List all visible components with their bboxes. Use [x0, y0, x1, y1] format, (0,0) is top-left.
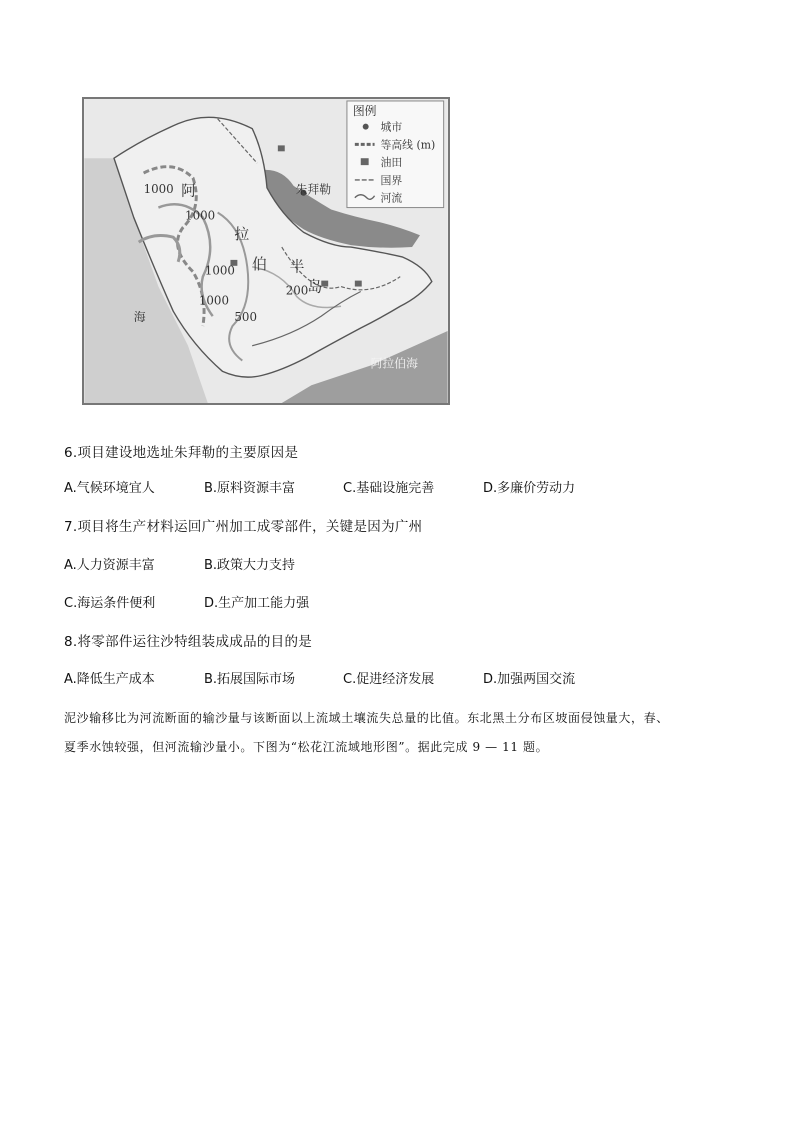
contour-label: 1000 [198, 293, 229, 308]
label-red-sea: 海 [133, 310, 146, 325]
passage-line: 泥沙输移比为河流断面的输沙量与该断面以上流域土壤流失总量的比值。东北黑土分布区坡面侵蚀量大，春、 [64, 711, 669, 725]
arabian-peninsula-map [82, 97, 450, 405]
oilfield-icon [278, 145, 285, 151]
label-a: 阿 [181, 182, 196, 200]
question-7-option-a[interactable]: A.人力资源丰富 [64, 558, 155, 573]
label-dao: 岛 [307, 278, 323, 296]
contour-label: 1000 [204, 263, 235, 278]
label-la: 拉 [234, 226, 250, 244]
question-6-option-d[interactable]: D.多廉价劳动力 [483, 481, 576, 496]
legend-label: 城市 [380, 120, 403, 134]
question-7-stem: 7.项目将生产材料运回广州加工成零部件，关键是因为广州 [64, 519, 423, 535]
question-8-option-c[interactable]: C.促进经济发展 [343, 672, 435, 687]
question-8-option-b[interactable]: B.拓展国际市场 [204, 672, 296, 687]
map-drawing [84, 99, 448, 403]
label-bo: 伯 [252, 255, 267, 273]
label-ban: 半 [289, 258, 305, 276]
legend-title: 图例 [352, 103, 377, 118]
question-7-option-d[interactable]: D.生产加工能力强 [204, 596, 310, 611]
question-8-option-a[interactable]: A.降低生产成本 [64, 672, 155, 687]
question-6-option-b[interactable]: B.原料资源丰富 [204, 481, 296, 496]
map-legend [347, 101, 444, 208]
oilfield-icon [355, 281, 362, 287]
oilfield-icon [361, 158, 369, 165]
question-8-stem: 8.将零部件运往沙特组装成成品的目的是 [64, 634, 313, 650]
contour-label: 1000 [143, 181, 174, 196]
legend-label: 油田 [380, 156, 403, 170]
contour-label: 200 [285, 283, 309, 298]
question-7-option-c[interactable]: C.海运条件便利 [64, 596, 156, 611]
passage-text [64, 704, 744, 762]
legend-label: 国界 [380, 173, 403, 187]
question-6-stem: 6.项目建设地选址朱拜勒的主要原因是 [64, 445, 299, 461]
legend-label: 等高线 (m) [380, 138, 436, 152]
contour-label: 500 [234, 310, 257, 325]
label-arabian-sea: 阿拉伯海 [370, 356, 418, 371]
passage-line: 夏季水蚀较强，但河流输沙量小。下图为“松花江流域地形图”。据此完成 9 — 11 题。 [64, 740, 549, 754]
question-7-option-b[interactable]: B.政策大力支持 [204, 558, 296, 573]
label-jubail: 朱拜勒 [295, 182, 332, 197]
dot-icon [363, 124, 369, 130]
question-6-option-a[interactable]: A.气候环境宜人 [64, 481, 155, 496]
legend-label: 河流 [380, 191, 403, 205]
question-8-option-d[interactable]: D.加强两国交流 [483, 672, 576, 687]
oilfield-icon [321, 281, 328, 287]
contour-label: 1000 [185, 208, 216, 223]
question-6-option-c[interactable]: C.基础设施完善 [343, 481, 435, 496]
